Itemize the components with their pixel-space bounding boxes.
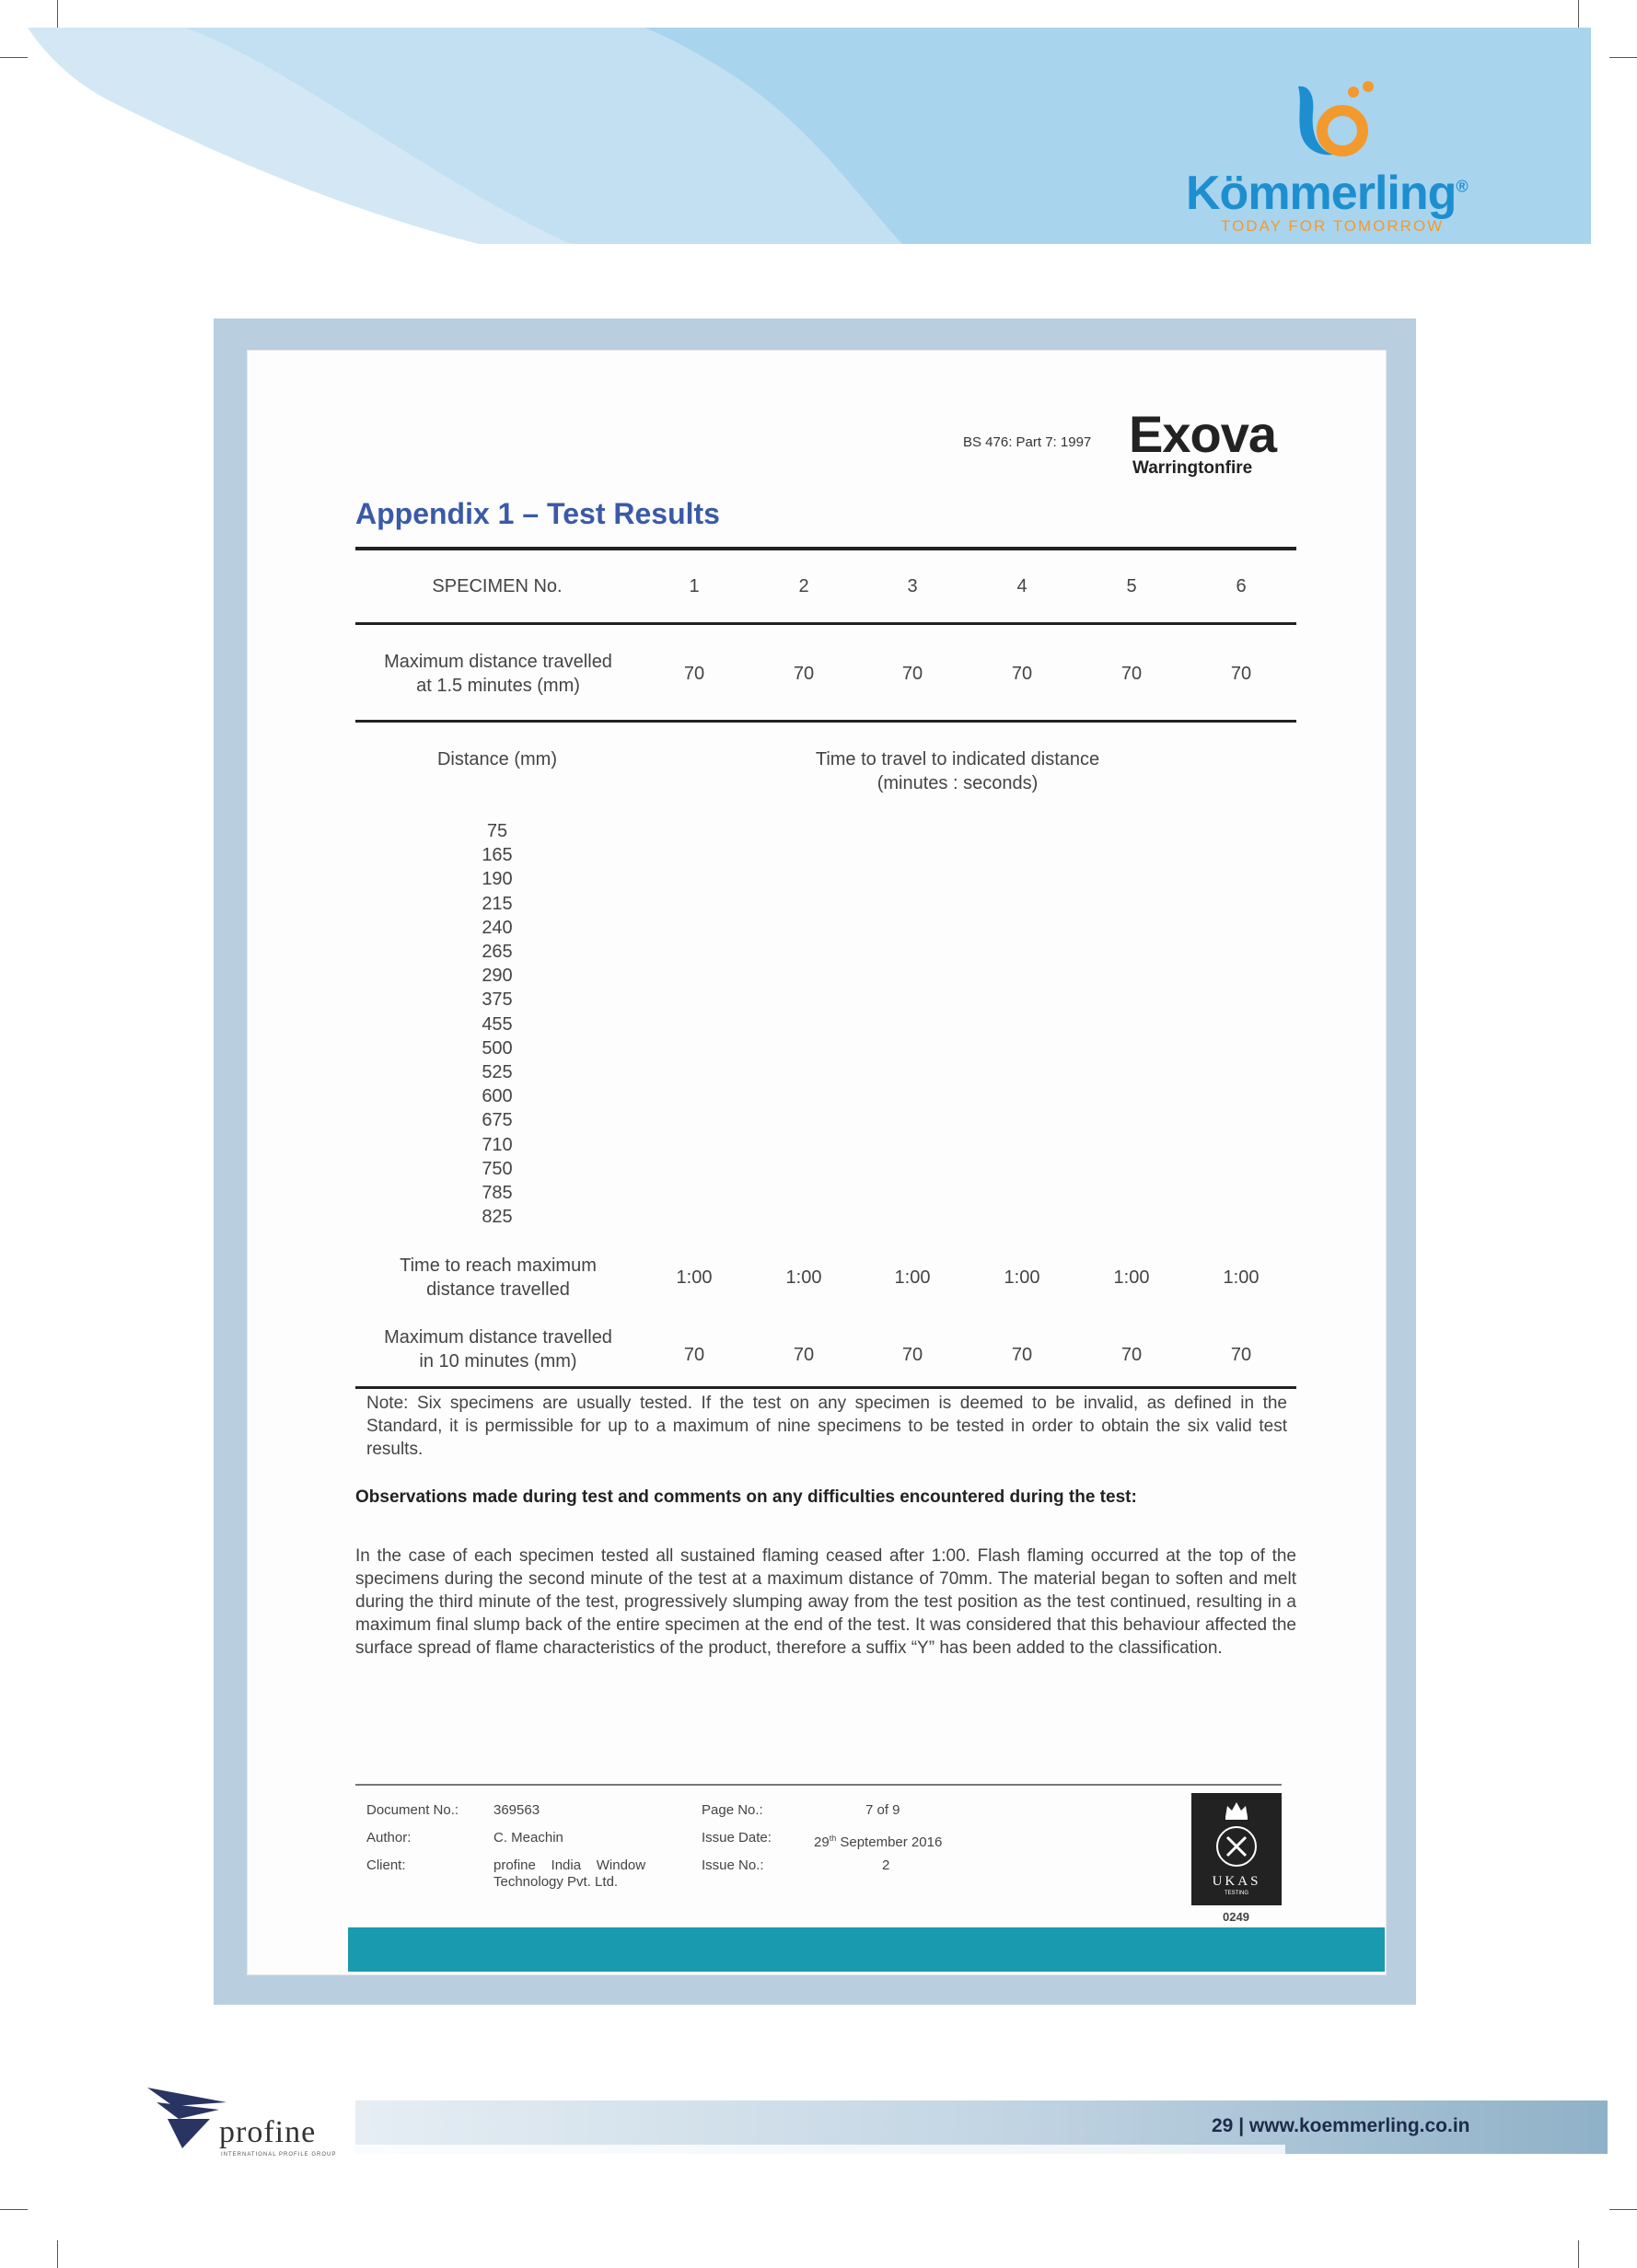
- table-rule: [355, 720, 1296, 723]
- profine-logo: [145, 2082, 348, 2161]
- observations-heading: Observations made during test and comments on any difficulties encountered during the test:: [355, 1487, 1137, 1507]
- distance-value: 600: [482, 1086, 513, 1107]
- specimen-number: 6: [1236, 576, 1247, 596]
- table-rule: [355, 547, 1296, 550]
- distance-value: 750: [482, 1158, 513, 1179]
- brand-name: Kömmerling®: [1186, 167, 1468, 220]
- table-cell: 70: [1230, 1345, 1252, 1365]
- distance-value: 375: [482, 989, 513, 1011]
- crop-mark: [1578, 2240, 1579, 2268]
- table-cell: 70: [793, 664, 815, 684]
- brand-tagline: TODAY FOR TOMORROW: [1221, 217, 1445, 235]
- table-cell: 1:00: [1223, 1267, 1260, 1288]
- profine-wordmark: profine: [219, 2115, 317, 2149]
- time-column-label: Time to travel to indicated distance (minutes : seconds): [815, 749, 1100, 793]
- page-number-and-website: 29 | www.koemmerling.co.in: [1212, 2115, 1470, 2136]
- issue-date-label: Issue Date:: [702, 1830, 772, 1846]
- issue-date-value: 29th September 2016: [814, 1834, 943, 1850]
- distance-value: 190: [482, 869, 513, 890]
- kommerling-logo: [1186, 77, 1490, 243]
- table-cell: 70: [1011, 1345, 1033, 1365]
- table-cell: 70: [901, 664, 923, 684]
- table-rule: [355, 622, 1296, 625]
- ukas-number: 0249: [1223, 1910, 1249, 1924]
- distance-value: 455: [482, 1013, 513, 1035]
- table-note: Note: Six specimens are usually tested. If the test on any specimen is deemed to be invalid, as defined in the Standard, it is permissible for up to a maximum of nine specimens to be tested in order to obtain the six valid test results.: [366, 1394, 1287, 1459]
- page-title: Appendix 1 – Test Results: [355, 497, 720, 530]
- specimen-number: 5: [1126, 576, 1137, 596]
- exova-logo: Exova: [1129, 405, 1276, 463]
- table-rule: [355, 1386, 1296, 1389]
- crop-mark: [1609, 2209, 1637, 2210]
- specimen-number: 3: [907, 576, 918, 596]
- table-cell: 1:00: [1113, 1267, 1150, 1288]
- profine-sub: INTERNATIONAL PROFILE GROUP: [221, 2152, 337, 2158]
- exova-sub-logo: Warringtonfire: [1132, 458, 1253, 478]
- doc-no-label: Document No.:: [366, 1802, 459, 1818]
- table-cell: 70: [793, 1345, 815, 1365]
- table-cell: 1:00: [676, 1267, 713, 1288]
- ukas-accreditation-mark: [1191, 1793, 1282, 1905]
- distance-value: 825: [482, 1207, 513, 1228]
- distance-value: 165: [482, 845, 513, 866]
- document-footer-bar: [348, 1927, 1385, 1972]
- kommerling-symbol-icon: [1289, 77, 1381, 162]
- ukas-text: UKAS: [1212, 1874, 1261, 1889]
- crown-icon: [1223, 1799, 1250, 1821]
- row-label-time-to-max: Time to reach maximum distance travelled: [400, 1256, 597, 1300]
- distance-value: 785: [482, 1183, 513, 1204]
- distance-value: 500: [482, 1037, 513, 1059]
- table-cell: 70: [901, 1345, 923, 1365]
- distance-value: 675: [482, 1110, 513, 1131]
- row-label-max-1-5: Maximum distance travelled at 1.5 minutes (mm): [384, 652, 612, 696]
- specimen-number: 4: [1016, 576, 1027, 596]
- distance-value: 525: [482, 1062, 513, 1083]
- table-cell: 1:00: [1004, 1267, 1040, 1288]
- author-value: C. Meachin: [493, 1830, 563, 1846]
- issue-no-value: 2: [882, 1857, 890, 1873]
- distance-value: 710: [482, 1134, 513, 1155]
- distance-column-label: Distance (mm): [436, 749, 557, 770]
- table-cell: 1:00: [894, 1267, 931, 1288]
- table-cell: 70: [1011, 664, 1033, 684]
- table-cell: 1:00: [785, 1267, 822, 1288]
- author-label: Author:: [366, 1830, 412, 1846]
- table-cell: 70: [683, 1345, 705, 1365]
- table-cell: 70: [683, 664, 705, 684]
- crop-mark: [0, 2209, 28, 2210]
- ukas-sub: TESTING: [1224, 1891, 1248, 1896]
- profine-wing-icon: [145, 2082, 228, 2150]
- distance-value: 290: [482, 966, 513, 987]
- distance-value: 75: [486, 821, 508, 841]
- footer-rule: [355, 1784, 1282, 1786]
- row-label-max-10: Maximum distance travelled in 10 minutes (mm): [384, 1327, 612, 1371]
- crop-mark: [57, 2240, 58, 2268]
- observations-text: In the case of each specimen tested all sustained flaming ceased after 1:00. Flash flaming occurred at the top of the specimens during the second minute of the test at a maximum distance of 70mm. The material began to soften and melt during the third minute of the test, progressively slumping away from the test position as the test continued, resulting in a maximum final slump back of the entire specimen at the end of the test. It was considered that this behaviour affected the surface spread of flame characteristics of the product, therefore a suffix “Y” has been added to the classification.: [355, 1546, 1296, 1658]
- client-value: profine India Window Technology Pvt. Ltd.: [493, 1857, 646, 1890]
- specimen-number: 1: [689, 576, 700, 596]
- distance-value: 240: [482, 917, 513, 938]
- ukas-emblem-icon: [1214, 1824, 1259, 1869]
- page-no-value: 7 of 9: [865, 1802, 900, 1818]
- issue-no-label: Issue No.:: [702, 1857, 764, 1873]
- distance-list: [451, 819, 543, 1229]
- table-cell: 70: [1120, 664, 1143, 684]
- table-cell: 70: [1120, 1345, 1143, 1365]
- distance-value: 265: [482, 942, 513, 963]
- table-cell: 70: [1230, 664, 1252, 684]
- doc-no-value: 369563: [493, 1802, 540, 1818]
- client-label: Client:: [366, 1857, 406, 1873]
- page-no-label: Page No.:: [702, 1802, 763, 1818]
- distance-value: 215: [482, 893, 513, 914]
- specimen-number: 2: [798, 576, 809, 596]
- standard-reference: BS 476: Part 7: 1997: [963, 434, 1092, 450]
- specimen-header-label: SPECIMEN No.: [432, 576, 563, 596]
